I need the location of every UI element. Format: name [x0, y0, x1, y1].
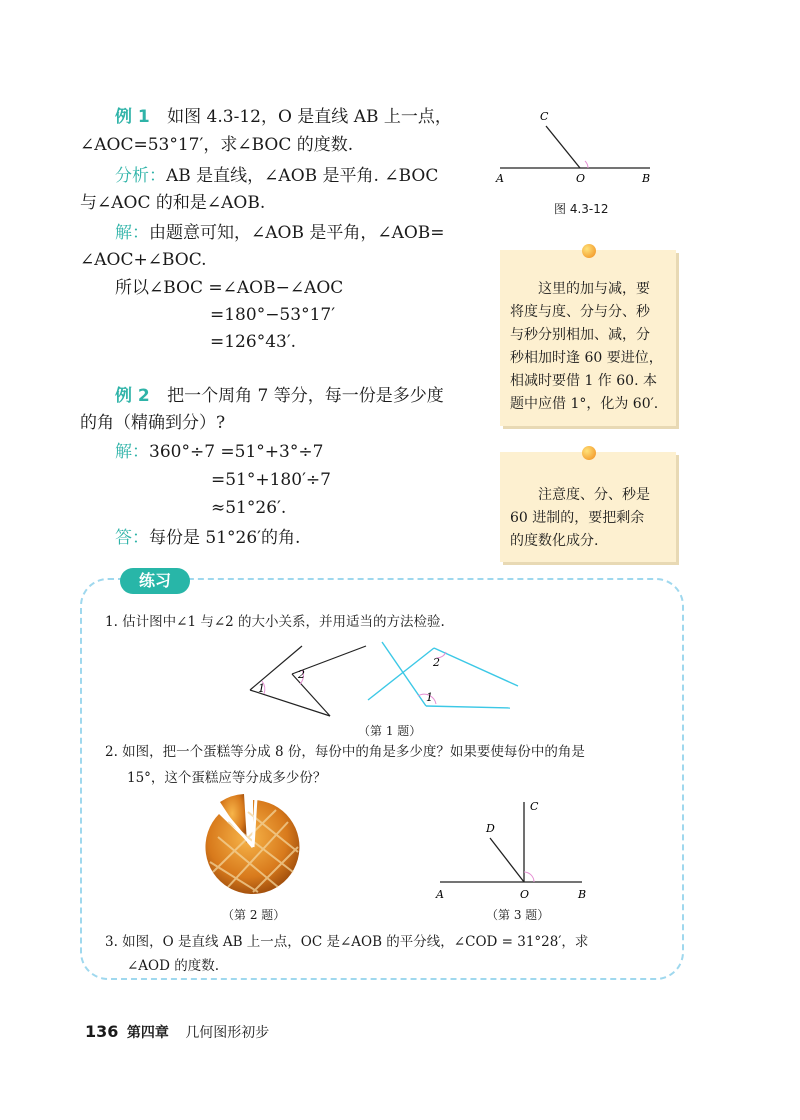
- label-a: A: [496, 172, 504, 185]
- q3-ray-od: [490, 838, 524, 882]
- q1-label-b2: 2: [433, 656, 440, 669]
- angle-arc: [585, 161, 588, 168]
- example1-calc-line2: =180°−53°17′: [210, 305, 336, 325]
- q1-label-a1: 1: [258, 682, 265, 695]
- chapter-title: 几何图形初步: [185, 1025, 270, 1041]
- practice-q1: 1. 估计图中∠1 与∠2 的大小关系，并用适当的方法检验.: [105, 614, 445, 630]
- q3-figure: [430, 796, 610, 906]
- example2-label: 例 2: [115, 386, 150, 406]
- practice-q2-line1: 2. 如图，把一个蛋糕等分成 8 份，每份中的角是多少度？如果要使每份中的角是: [105, 744, 585, 760]
- example1-line2: ∠AOC=53°17′，求∠BOC 的度数.: [80, 135, 354, 155]
- ray-oc: [546, 126, 580, 168]
- note1-line: 题中应借 1°，化为 60′.: [510, 396, 659, 412]
- note1-line: 与秒分别相加、减，分: [510, 327, 650, 343]
- label-c: C: [540, 110, 549, 123]
- analysis-text-1: AB 是直线，∠AOB 是平角. ∠BOC: [166, 166, 439, 186]
- answer-text: 每份是 51°26′的角.: [149, 528, 301, 548]
- cake-illustration: [198, 792, 308, 902]
- example2-answer: [115, 527, 300, 549]
- example1-solution-line2: ∠AOC+∠BOC.: [80, 250, 207, 270]
- note1-line: 相减时要借 1 作 60. 本: [510, 373, 657, 389]
- page-number: 136: [85, 1022, 119, 1041]
- practice-tab: 练习: [120, 568, 190, 594]
- q1-angle-right: [368, 642, 518, 708]
- label-o: O: [576, 172, 586, 185]
- figure-4-3-12: [490, 104, 660, 188]
- practice-q3-line2: ∠AOD 的度数.: [127, 958, 220, 974]
- practice-q2-line2: 15°，这个蛋糕应等分成多少份？: [127, 770, 327, 786]
- example2-line1: [115, 385, 444, 407]
- note2-line: 的度数化成分.: [510, 533, 599, 549]
- note2-text: [510, 484, 650, 553]
- example2-calc-line3: ≈51°26′.: [211, 498, 287, 518]
- example1-label: 例 1: [115, 107, 150, 127]
- note1-text: [510, 278, 663, 416]
- note1-line: 秒相加时逢 60 要进位，: [510, 350, 663, 366]
- note2-line: 60 进制的，要把剩余: [510, 510, 645, 526]
- example2-calc-text-1: 360°÷7 =51°+3°÷7: [149, 442, 324, 462]
- solution-label: 解：: [115, 223, 149, 243]
- q3-label-o: O: [520, 888, 530, 901]
- q3-label-c: C: [530, 800, 539, 813]
- pin-icon: [582, 446, 596, 460]
- example2-calc-line2: =51°+180′÷7: [211, 470, 331, 490]
- example1-solution-line1: [115, 222, 445, 244]
- figure-4-3-12-caption: 图 4.3-12: [554, 202, 609, 216]
- label-b: B: [642, 172, 651, 185]
- solution-text-1: 由题意可知，∠AOB 是平角，∠AOB=: [149, 223, 445, 243]
- q2-caption: （第 2 题）: [222, 908, 286, 922]
- example1-analysis-line2: 与∠AOC 的和是∠AOB.: [80, 193, 266, 213]
- note1-line: 这里的加与减，要: [538, 281, 650, 297]
- example1-calc-line3: =126°43′.: [210, 332, 297, 352]
- note1-line: 将度与度、分与分、秒: [510, 304, 650, 320]
- example2-calc-line1: [115, 441, 323, 463]
- example2-line2: 的角（精确到分）?: [80, 413, 226, 433]
- answer-label: 答：: [115, 528, 149, 548]
- example1-calc-line1: 所以∠BOC =∠AOB−∠AOC: [115, 278, 344, 298]
- pin-icon: [582, 244, 596, 258]
- page-footer: [85, 1022, 269, 1042]
- practice-q3-line1: 3. 如图，O 是直线 AB 上一点，OC 是∠AOB 的平分线，∠COD = 31°28′，求: [105, 934, 589, 950]
- q3-label-b: B: [578, 888, 587, 901]
- note-card-2: [500, 452, 676, 562]
- example1-analysis-line1: [115, 165, 438, 187]
- q3-label-d: D: [486, 822, 495, 835]
- q1-caption: （第 1 题）: [358, 724, 422, 738]
- example2-solution-label: 解：: [115, 442, 149, 462]
- q1-angle-left: [250, 646, 366, 716]
- q1-label-a2: 2: [298, 668, 305, 681]
- example1-text-1: 如图 4.3-12，O 是直线 AB 上一点，: [167, 107, 452, 127]
- chapter-label: 第四章: [126, 1025, 169, 1041]
- note2-line: 注意度、分、秒是: [538, 487, 650, 503]
- q1-figure: [240, 638, 530, 722]
- note-card-1: [500, 250, 676, 426]
- example1-line1: [115, 106, 452, 128]
- analysis-label: 分析：: [115, 166, 166, 186]
- example2-text-1: 把一个周角 7 等分，每一份是多少度: [167, 386, 444, 406]
- q1-label-b1: 1: [426, 691, 433, 704]
- q3-label-a: A: [436, 888, 444, 901]
- q3-caption: （第 3 题）: [486, 908, 550, 922]
